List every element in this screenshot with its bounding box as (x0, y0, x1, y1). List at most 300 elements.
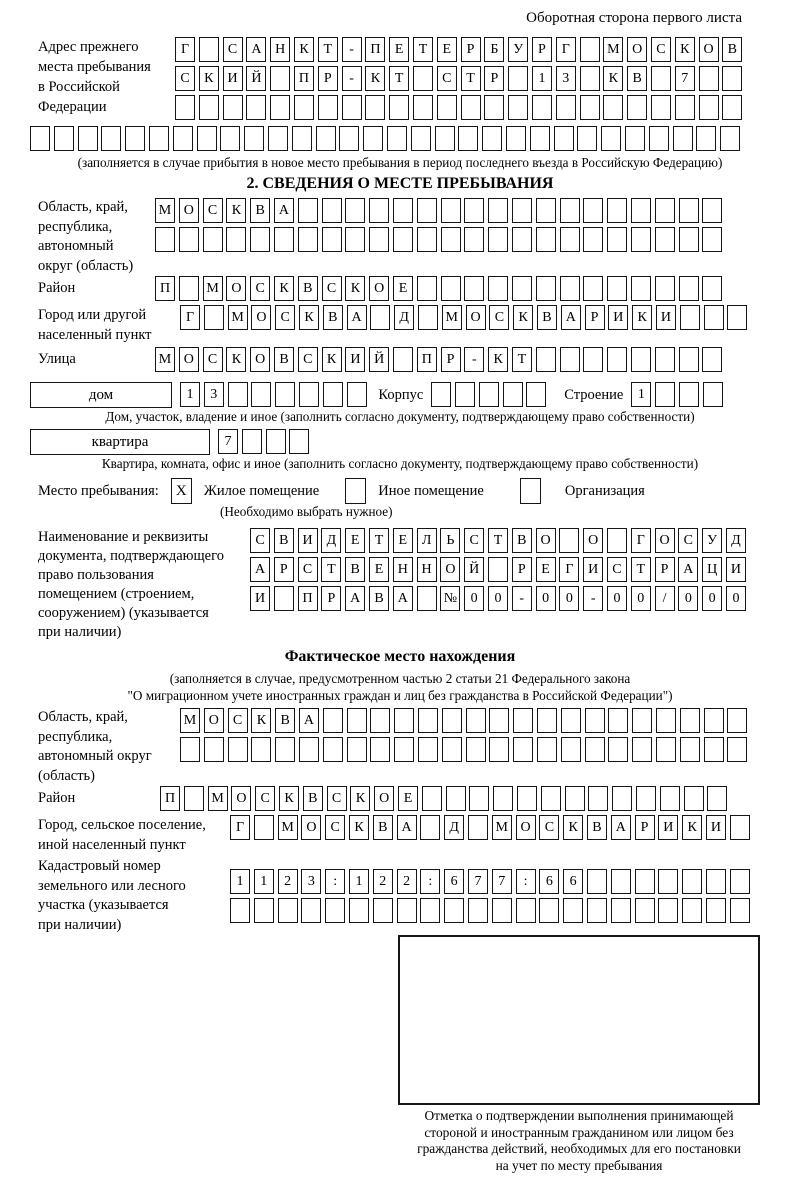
char-cell[interactable] (730, 898, 750, 923)
char-cell[interactable] (675, 95, 695, 120)
char-cell[interactable]: В (369, 586, 389, 611)
char-cell[interactable] (673, 126, 693, 151)
char-cell[interactable] (226, 227, 246, 252)
char-cell[interactable]: В (512, 528, 532, 553)
char-cell[interactable]: О (374, 786, 394, 811)
char-cell[interactable] (204, 305, 224, 330)
char-cell[interactable]: К (513, 305, 533, 330)
char-cell[interactable] (437, 95, 457, 120)
char-cell[interactable]: Т (321, 557, 341, 582)
char-cell[interactable] (270, 66, 290, 91)
char-cell[interactable] (149, 126, 169, 151)
char-cell[interactable]: К (350, 786, 370, 811)
char-cell[interactable] (730, 869, 750, 894)
char-cell[interactable]: 7 (218, 429, 238, 454)
char-cell[interactable] (699, 95, 719, 120)
char-cell[interactable]: Е (536, 557, 556, 582)
char-cell[interactable]: Е (389, 37, 409, 62)
char-cell[interactable]: Г (559, 557, 579, 582)
char-cell[interactable] (484, 95, 504, 120)
char-cell[interactable]: В (298, 276, 318, 301)
char-cell[interactable]: М (228, 305, 248, 330)
char-cell[interactable] (318, 95, 338, 120)
char-cell[interactable]: Р (461, 37, 481, 62)
char-cell[interactable] (631, 227, 651, 252)
char-cell[interactable]: В (323, 305, 343, 330)
char-cell[interactable]: С (437, 66, 457, 91)
char-cell[interactable] (482, 126, 502, 151)
char-cell[interactable] (270, 95, 290, 120)
char-cell[interactable] (539, 898, 559, 923)
char-cell[interactable] (608, 737, 628, 762)
char-cell[interactable] (703, 382, 723, 407)
char-cell[interactable] (503, 382, 523, 407)
char-cell[interactable]: А (397, 815, 417, 840)
char-cell[interactable] (413, 66, 433, 91)
char-cell[interactable] (635, 898, 655, 923)
char-cell[interactable] (536, 227, 556, 252)
char-cell[interactable] (536, 347, 556, 372)
char-cell[interactable] (199, 37, 219, 62)
char-cell[interactable] (704, 305, 724, 330)
char-cell[interactable] (369, 227, 389, 252)
char-cell[interactable]: К (682, 815, 702, 840)
char-cell[interactable] (417, 586, 437, 611)
char-cell[interactable]: И (250, 586, 270, 611)
char-cell[interactable] (370, 708, 390, 733)
char-cell[interactable] (512, 227, 532, 252)
char-cell[interactable]: И (223, 66, 243, 91)
char-cell[interactable]: В (345, 557, 365, 582)
char-cell[interactable] (655, 276, 675, 301)
char-cell[interactable] (607, 227, 627, 252)
char-cell[interactable]: Г (556, 37, 576, 62)
char-cell[interactable]: / (655, 586, 675, 611)
char-cell[interactable] (254, 815, 274, 840)
char-cell[interactable] (365, 95, 385, 120)
char-cell[interactable] (699, 66, 719, 91)
char-cell[interactable]: 0 (536, 586, 556, 611)
char-cell[interactable]: 7 (492, 869, 512, 894)
char-cell[interactable]: Ц (702, 557, 722, 582)
char-cell[interactable] (601, 126, 621, 151)
char-cell[interactable]: Г (180, 305, 200, 330)
char-cell[interactable]: 1 (230, 869, 250, 894)
char-cell[interactable] (325, 898, 345, 923)
char-cell[interactable] (242, 429, 262, 454)
checkbox-other-premises[interactable] (345, 478, 366, 504)
char-cell[interactable] (727, 737, 747, 762)
char-cell[interactable]: П (417, 347, 437, 372)
char-cell[interactable] (730, 815, 750, 840)
char-cell[interactable]: И (608, 305, 628, 330)
char-cell[interactable] (299, 737, 319, 762)
char-cell[interactable] (155, 227, 175, 252)
char-cell[interactable] (679, 347, 699, 372)
char-cell[interactable]: 3 (301, 869, 321, 894)
char-cell[interactable]: О (251, 305, 271, 330)
char-cell[interactable] (266, 429, 286, 454)
char-cell[interactable]: О (301, 815, 321, 840)
char-cell[interactable]: Е (437, 37, 457, 62)
char-cell[interactable] (577, 126, 597, 151)
char-cell[interactable] (526, 382, 546, 407)
char-cell[interactable] (316, 126, 336, 151)
char-cell[interactable] (560, 198, 580, 223)
char-cell[interactable]: С (250, 528, 270, 553)
char-cell[interactable] (704, 708, 724, 733)
char-cell[interactable]: К (199, 66, 219, 91)
char-cell[interactable] (394, 737, 414, 762)
char-cell[interactable] (658, 898, 678, 923)
char-cell[interactable] (347, 737, 367, 762)
char-cell[interactable] (431, 382, 451, 407)
char-cell[interactable] (339, 126, 359, 151)
char-cell[interactable] (455, 382, 475, 407)
char-cell[interactable] (684, 786, 704, 811)
char-cell[interactable] (608, 708, 628, 733)
char-cell[interactable] (458, 126, 478, 151)
char-cell[interactable]: К (251, 708, 271, 733)
char-cell[interactable] (580, 66, 600, 91)
char-cell[interactable] (420, 815, 440, 840)
char-cell[interactable] (656, 737, 676, 762)
char-cell[interactable]: 0 (631, 586, 651, 611)
char-cell[interactable]: 6 (444, 869, 464, 894)
char-cell[interactable]: С (489, 305, 509, 330)
char-cell[interactable] (466, 708, 486, 733)
char-cell[interactable]: Г (631, 528, 651, 553)
char-cell[interactable] (607, 276, 627, 301)
char-cell[interactable]: К (488, 347, 508, 372)
char-cell[interactable] (464, 198, 484, 223)
char-cell[interactable] (461, 95, 481, 120)
char-cell[interactable]: Т (631, 557, 651, 582)
char-cell[interactable] (417, 227, 437, 252)
char-cell[interactable] (101, 126, 121, 151)
char-cell[interactable]: С (539, 815, 559, 840)
char-cell[interactable] (508, 66, 528, 91)
char-cell[interactable]: О (179, 198, 199, 223)
char-cell[interactable] (417, 198, 437, 223)
char-cell[interactable] (349, 898, 369, 923)
char-cell[interactable] (632, 737, 652, 762)
char-cell[interactable]: 0 (726, 586, 746, 611)
char-cell[interactable] (556, 95, 576, 120)
char-cell[interactable]: К (675, 37, 695, 62)
char-cell[interactable]: № (440, 586, 460, 611)
char-cell[interactable]: 7 (468, 869, 488, 894)
char-cell[interactable] (411, 126, 431, 151)
char-cell[interactable] (299, 382, 319, 407)
char-cell[interactable] (479, 382, 499, 407)
char-cell[interactable] (274, 586, 294, 611)
char-cell[interactable] (632, 708, 652, 733)
char-cell[interactable]: Г (175, 37, 195, 62)
char-cell[interactable] (680, 305, 700, 330)
char-cell[interactable] (275, 737, 295, 762)
char-cell[interactable]: Р (585, 305, 605, 330)
char-cell[interactable]: С (203, 347, 223, 372)
char-cell[interactable]: Т (369, 528, 389, 553)
char-cell[interactable]: И (706, 815, 726, 840)
char-cell[interactable] (420, 898, 440, 923)
char-cell[interactable]: Т (488, 528, 508, 553)
char-cell[interactable] (246, 95, 266, 120)
char-cell[interactable] (393, 198, 413, 223)
char-cell[interactable] (184, 786, 204, 811)
char-cell[interactable] (587, 869, 607, 894)
char-cell[interactable] (680, 708, 700, 733)
char-cell[interactable] (656, 708, 676, 733)
char-cell[interactable]: - (583, 586, 603, 611)
char-cell[interactable]: Р (512, 557, 532, 582)
char-cell[interactable]: В (275, 708, 295, 733)
char-cell[interactable]: 1 (180, 382, 200, 407)
char-cell[interactable] (223, 95, 243, 120)
char-cell[interactable] (488, 198, 508, 223)
char-cell[interactable] (435, 126, 455, 151)
char-cell[interactable] (585, 737, 605, 762)
char-cell[interactable] (468, 815, 488, 840)
char-cell[interactable] (347, 708, 367, 733)
char-cell[interactable] (78, 126, 98, 151)
char-cell[interactable] (394, 708, 414, 733)
char-cell[interactable] (707, 786, 727, 811)
char-cell[interactable] (655, 227, 675, 252)
char-cell[interactable]: В (722, 37, 742, 62)
char-cell[interactable] (389, 95, 409, 120)
char-cell[interactable]: С (298, 557, 318, 582)
char-cell[interactable] (631, 276, 651, 301)
char-cell[interactable]: В (303, 786, 323, 811)
char-cell[interactable]: С (298, 347, 318, 372)
char-cell[interactable]: В (537, 305, 557, 330)
char-cell[interactable]: К (226, 347, 246, 372)
char-cell[interactable]: П (294, 66, 314, 91)
char-cell[interactable]: Й (464, 557, 484, 582)
char-cell[interactable]: - (342, 37, 362, 62)
char-cell[interactable] (704, 737, 724, 762)
char-cell[interactable] (204, 737, 224, 762)
char-cell[interactable] (679, 382, 699, 407)
char-cell[interactable] (418, 737, 438, 762)
char-cell[interactable] (607, 347, 627, 372)
char-cell[interactable] (294, 95, 314, 120)
char-cell[interactable] (397, 898, 417, 923)
char-cell[interactable]: А (561, 305, 581, 330)
char-cell[interactable]: М (492, 815, 512, 840)
char-cell[interactable]: М (442, 305, 462, 330)
char-cell[interactable]: Р (321, 586, 341, 611)
char-cell[interactable]: С (255, 786, 275, 811)
char-cell[interactable] (251, 737, 271, 762)
char-cell[interactable]: 0 (607, 586, 627, 611)
char-cell[interactable] (373, 898, 393, 923)
char-cell[interactable]: Д (726, 528, 746, 553)
char-cell[interactable] (464, 227, 484, 252)
char-cell[interactable]: С (250, 276, 270, 301)
char-cell[interactable] (342, 95, 362, 120)
char-cell[interactable] (607, 528, 627, 553)
char-cell[interactable]: С (651, 37, 671, 62)
char-cell[interactable] (508, 95, 528, 120)
char-cell[interactable] (682, 898, 702, 923)
char-cell[interactable] (244, 126, 264, 151)
char-cell[interactable] (541, 786, 561, 811)
char-cell[interactable]: М (203, 276, 223, 301)
char-cell[interactable] (199, 95, 219, 120)
char-cell[interactable] (512, 198, 532, 223)
char-cell[interactable]: Р (441, 347, 461, 372)
char-cell[interactable] (516, 898, 536, 923)
char-cell[interactable] (422, 786, 442, 811)
char-cell[interactable]: В (627, 66, 647, 91)
char-cell[interactable]: А (250, 557, 270, 582)
char-cell[interactable] (464, 276, 484, 301)
char-cell[interactable]: Д (321, 528, 341, 553)
char-cell[interactable] (220, 126, 240, 151)
char-cell[interactable] (530, 126, 550, 151)
char-cell[interactable] (583, 347, 603, 372)
char-cell[interactable] (583, 227, 603, 252)
char-cell[interactable] (254, 898, 274, 923)
checkbox-residential[interactable]: X (171, 478, 192, 504)
char-cell[interactable] (301, 898, 321, 923)
char-cell[interactable]: О (536, 528, 556, 553)
char-cell[interactable]: К (226, 198, 246, 223)
char-cell[interactable]: : (516, 869, 536, 894)
char-cell[interactable]: К (349, 815, 369, 840)
char-cell[interactable] (298, 227, 318, 252)
char-cell[interactable] (559, 528, 579, 553)
char-cell[interactable] (679, 276, 699, 301)
char-cell[interactable]: 0 (678, 586, 698, 611)
char-cell[interactable] (585, 708, 605, 733)
char-cell[interactable] (173, 126, 193, 151)
char-cell[interactable]: Г (230, 815, 250, 840)
char-cell[interactable] (560, 227, 580, 252)
char-cell[interactable]: М (180, 708, 200, 733)
char-cell[interactable]: Е (369, 557, 389, 582)
char-cell[interactable]: В (250, 198, 270, 223)
char-cell[interactable]: О (516, 815, 536, 840)
char-cell[interactable] (583, 276, 603, 301)
checkbox-organization[interactable] (520, 478, 541, 504)
char-cell[interactable] (517, 786, 537, 811)
char-cell[interactable]: А (347, 305, 367, 330)
char-cell[interactable] (655, 347, 675, 372)
char-cell[interactable]: Ь (440, 528, 460, 553)
char-cell[interactable] (537, 708, 557, 733)
char-cell[interactable] (493, 786, 513, 811)
char-cell[interactable]: И (726, 557, 746, 582)
char-cell[interactable] (323, 708, 343, 733)
char-cell[interactable]: 3 (556, 66, 576, 91)
char-cell[interactable] (466, 737, 486, 762)
char-cell[interactable]: А (299, 708, 319, 733)
char-cell[interactable]: С (464, 528, 484, 553)
char-cell[interactable] (175, 95, 195, 120)
char-cell[interactable] (560, 276, 580, 301)
char-cell[interactable]: 7 (675, 66, 695, 91)
char-cell[interactable]: П (155, 276, 175, 301)
char-cell[interactable]: М (155, 347, 175, 372)
char-cell[interactable] (488, 557, 508, 582)
char-cell[interactable]: 0 (488, 586, 508, 611)
char-cell[interactable] (180, 737, 200, 762)
char-cell[interactable]: С (203, 198, 223, 223)
char-cell[interactable]: К (322, 347, 342, 372)
char-cell[interactable]: Р (318, 66, 338, 91)
char-cell[interactable]: 1 (631, 382, 651, 407)
char-cell[interactable]: О (231, 786, 251, 811)
char-cell[interactable] (442, 708, 462, 733)
char-cell[interactable]: Р (274, 557, 294, 582)
char-cell[interactable] (275, 382, 295, 407)
char-cell[interactable] (580, 37, 600, 62)
char-cell[interactable]: А (393, 586, 413, 611)
char-cell[interactable] (274, 227, 294, 252)
char-cell[interactable] (323, 737, 343, 762)
char-cell[interactable]: С (175, 66, 195, 91)
char-cell[interactable] (611, 898, 631, 923)
char-cell[interactable] (492, 898, 512, 923)
char-cell[interactable] (627, 95, 647, 120)
char-cell[interactable]: О (440, 557, 460, 582)
char-cell[interactable] (631, 347, 651, 372)
char-cell[interactable] (563, 898, 583, 923)
char-cell[interactable] (651, 95, 671, 120)
char-cell[interactable] (292, 126, 312, 151)
char-cell[interactable]: : (325, 869, 345, 894)
char-cell[interactable] (488, 227, 508, 252)
char-cell[interactable]: 6 (539, 869, 559, 894)
char-cell[interactable] (607, 198, 627, 223)
char-cell[interactable]: Е (398, 786, 418, 811)
char-cell[interactable] (651, 66, 671, 91)
char-cell[interactable] (250, 227, 270, 252)
char-cell[interactable] (512, 276, 532, 301)
char-cell[interactable]: Т (512, 347, 532, 372)
char-cell[interactable]: Р (532, 37, 552, 62)
char-cell[interactable]: 1 (532, 66, 552, 91)
apartment-type-field[interactable]: квартира (30, 429, 210, 455)
char-cell[interactable] (298, 198, 318, 223)
char-cell[interactable]: К (603, 66, 623, 91)
char-cell[interactable]: Б (484, 37, 504, 62)
char-cell[interactable]: С (607, 557, 627, 582)
char-cell[interactable] (345, 227, 365, 252)
char-cell[interactable] (203, 227, 223, 252)
char-cell[interactable] (228, 382, 248, 407)
char-cell[interactable]: О (655, 528, 675, 553)
char-cell[interactable] (322, 198, 342, 223)
char-cell[interactable]: 3 (204, 382, 224, 407)
char-cell[interactable] (702, 198, 722, 223)
char-cell[interactable]: С (228, 708, 248, 733)
char-cell[interactable] (469, 786, 489, 811)
char-cell[interactable]: К (563, 815, 583, 840)
char-cell[interactable] (370, 305, 390, 330)
char-cell[interactable]: - (512, 586, 532, 611)
char-cell[interactable] (536, 276, 556, 301)
char-cell[interactable]: 6 (563, 869, 583, 894)
char-cell[interactable] (387, 126, 407, 151)
char-cell[interactable] (727, 305, 747, 330)
char-cell[interactable]: Т (318, 37, 338, 62)
char-cell[interactable]: 1 (254, 869, 274, 894)
